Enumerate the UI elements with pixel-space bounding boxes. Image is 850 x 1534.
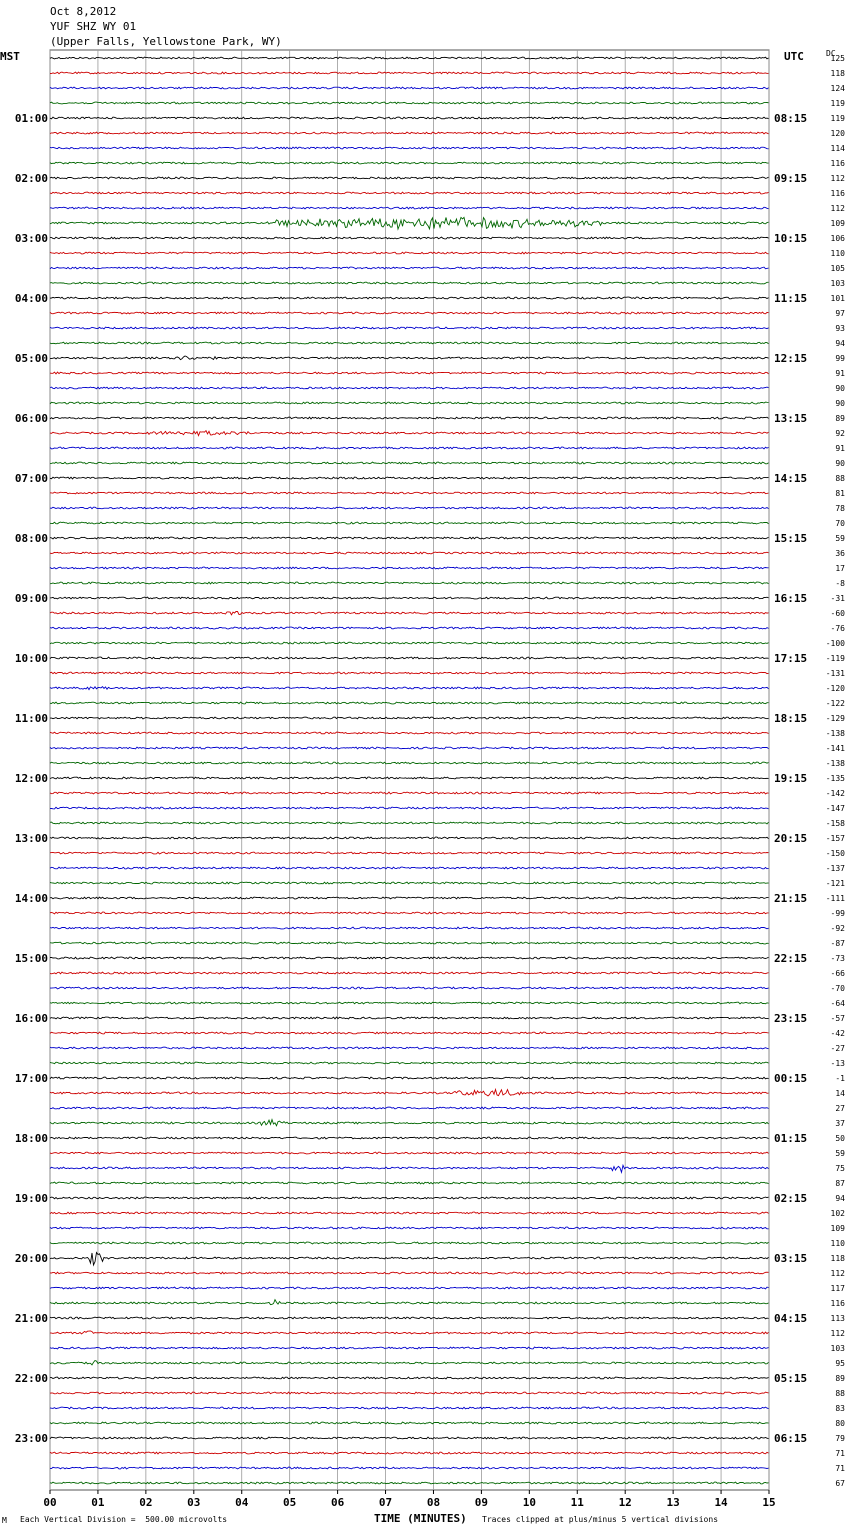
seismic-trace [50,1242,769,1244]
right-time-label: 15:15 [774,532,808,545]
seismic-trace [50,1347,769,1349]
seismic-trace [50,1482,769,1484]
dc-heading: DC [826,49,836,58]
right-time-label: 04:15 [774,1312,808,1325]
dc-offset-label: 116 [830,1299,845,1308]
seismic-trace [50,537,769,539]
x-tick-label: 07 [378,1496,393,1509]
seismic-trace [50,837,769,839]
left-time-label: 23:00 [14,1432,48,1445]
seismic-trace [50,1120,769,1126]
seismic-trace [50,1227,769,1229]
dc-offset-label: 95 [835,1359,845,1368]
right-time-label: 14:15 [774,472,808,485]
seismic-trace [50,447,769,449]
seismic-trace [50,1137,769,1139]
dc-offset-label: -70 [830,984,845,993]
x-axis-title: TIME (MINUTES) [374,1512,467,1525]
seismic-trace [50,217,769,229]
dc-offset-label: 119 [830,99,845,108]
dc-offset-label: 50 [835,1134,845,1143]
left-time-label: 03:00 [14,232,48,245]
x-tick-label: 13 [666,1496,680,1509]
seismic-trace [50,282,769,284]
dc-offset-label: -42 [830,1029,845,1038]
dc-offset-label: 103 [830,279,845,288]
left-time-label: 19:00 [14,1192,48,1205]
seismic-trace [50,1212,769,1214]
left-time-label: 17:00 [14,1072,48,1085]
dc-offset-label: -138 [825,729,845,738]
dc-offset-label: 78 [835,504,845,513]
seismic-trace [50,492,769,494]
left-time-label: 15:00 [14,952,48,965]
dc-offset-label: 97 [835,309,845,318]
left-time-label: 06:00 [14,412,48,425]
right-time-label: 09:15 [774,172,808,185]
seismic-trace [50,57,769,59]
seismic-trace [50,957,769,959]
seismic-trace [50,792,769,794]
right-time-label: 02:15 [774,1192,808,1205]
dc-offset-label: 71 [835,1449,845,1458]
dc-offset-label: -76 [830,624,845,633]
seismic-trace [50,927,769,929]
x-tick-label: 02 [139,1496,153,1509]
right-time-label: 22:15 [774,952,808,965]
left-time-label: 16:00 [14,1012,48,1025]
seismic-trace [50,1152,769,1154]
dc-offset-label: 124 [830,84,845,93]
seismic-trace [50,1361,769,1365]
station-location: (Upper Falls, Yellowstone Park, WY) [50,35,282,48]
seismic-trace [50,117,769,119]
dc-offset-label: 90 [835,459,845,468]
dc-offset-label: -158 [825,819,845,828]
seismic-trace [50,297,769,299]
seismic-trace [50,597,769,599]
right-time-label: 19:15 [774,772,808,785]
dc-offset-label: 110 [830,249,845,258]
seismic-trace [50,717,769,719]
seismic-trace [50,162,769,164]
dc-offset-label: 99 [835,354,845,363]
dc-offset-label: 91 [835,369,845,378]
x-tick-label: 14 [714,1496,728,1509]
right-time-label: 18:15 [774,712,808,725]
seismic-trace [50,882,769,884]
right-time-label: 00:15 [774,1072,808,1085]
seismic-trace [50,1317,769,1319]
dc-offset-label: 79 [835,1434,845,1443]
seismic-trace [50,552,769,554]
dc-offset-label: -138 [825,759,845,768]
dc-offset-label: 101 [830,294,845,303]
seismic-trace [50,417,769,419]
seismic-trace [50,822,769,824]
seismic-trace [50,267,769,269]
seismic-trace [50,1437,769,1439]
seismic-trace [50,1182,769,1184]
seismic-trace [50,372,769,374]
scale-note: Each Vertical Division = 500.00 microvolts [20,1515,228,1524]
seismic-trace [50,1165,769,1172]
dc-offset-label: 27 [835,1104,845,1113]
seismic-trace [50,132,769,134]
dc-offset-label: -66 [830,969,845,978]
seismic-trace [50,431,769,436]
seismic-trace [50,732,769,734]
seismic-trace [50,477,769,479]
station-code: YUF SHZ WY 01 [50,20,137,33]
seismic-trace [50,642,769,644]
dc-offset-label: -141 [825,744,845,753]
x-tick-label: 06 [330,1496,345,1509]
seismic-trace [50,567,769,569]
x-tick-label: 05 [283,1496,297,1509]
dc-offset-label: -87 [830,939,845,948]
seismic-trace [50,252,769,254]
dc-offset-label: -157 [825,834,845,843]
left-time-label: 01:00 [14,112,48,125]
left-time-label: 02:00 [14,172,48,185]
seismic-trace [50,672,769,674]
dc-offset-label: 112 [830,204,845,213]
right-time-label: 11:15 [774,292,808,305]
seismic-trace [50,462,769,464]
seismic-trace [50,1107,769,1109]
dc-offset-label: -60 [830,609,845,618]
left-time-label: 08:00 [14,532,48,545]
right-time-label: 13:15 [774,412,808,425]
right-time-label: 08:15 [774,112,808,125]
dc-offset-label: 89 [835,414,845,423]
dc-offset-label: 67 [835,1479,845,1488]
left-time-label: 21:00 [14,1312,48,1325]
seismic-trace [50,1090,769,1096]
dc-offset-label: 118 [830,69,845,78]
dc-offset-label: -122 [825,699,845,708]
seismic-trace [50,1197,769,1199]
dc-offset-label: 88 [835,474,845,483]
dc-offset-label: 59 [835,534,845,543]
dc-offset-label: 75 [835,1164,845,1173]
dc-offset-label: 87 [835,1179,845,1188]
seismic-trace [50,897,769,899]
dc-offset-label: -73 [830,954,845,963]
dc-offset-label: 90 [835,384,845,393]
dc-offset-label: 59 [835,1149,845,1158]
seismic-trace [50,912,769,914]
right-time-label: 05:15 [774,1372,808,1385]
dc-offset-label: -150 [825,849,845,858]
dc-offset-label: 83 [835,1404,845,1413]
seismic-trace [50,1047,769,1049]
dc-offset-label: -27 [830,1044,845,1053]
seismic-trace [50,1422,769,1424]
dc-offset-label: 88 [835,1389,845,1398]
seismic-trace [50,582,769,584]
seismic-trace [50,762,769,764]
seismic-trace [50,1032,769,1034]
seismic-trace [50,1002,769,1004]
right-time-label: 10:15 [774,232,808,245]
dc-offset-label: 94 [835,339,845,348]
left-time-label: 11:00 [14,712,48,725]
x-tick-label: 08 [426,1496,441,1509]
right-time-label: 20:15 [774,832,808,845]
dc-offset-label: 114 [830,144,845,153]
seismic-trace [50,1287,769,1289]
dc-offset-label: 93 [835,324,845,333]
dc-offset-label: -92 [830,924,845,933]
dc-offset-label: -137 [825,864,845,873]
seismic-trace [50,327,769,329]
seismic-trace [50,1331,769,1334]
seismic-trace [50,87,769,89]
clip-note: Traces clipped at plus/minus 5 vertical divisions [482,1515,719,1524]
x-tick-label: 15 [762,1496,776,1509]
seismic-trace [50,342,769,344]
seismic-trace [50,1377,769,1379]
seismic-trace [50,687,769,690]
seismic-trace [50,657,769,659]
dc-offset-label: 71 [835,1464,845,1473]
dc-offset-label: -111 [825,894,845,903]
seismic-trace [50,1272,769,1274]
dc-offset-label: 36 [835,549,845,558]
dc-offset-label: 94 [835,1194,845,1203]
dc-offset-label: 112 [830,1269,845,1278]
dc-offset-label: 110 [830,1239,845,1248]
dc-offset-label: 109 [830,1224,845,1233]
dc-offset-label: 14 [835,1089,845,1098]
seismic-trace [50,192,769,194]
seismic-trace [50,747,769,749]
left-time-label: 05:00 [14,352,48,365]
right-time-label: 21:15 [774,892,808,905]
seismic-trace [50,612,769,615]
right-timezone-label: UTC [784,50,804,63]
dc-offset-label: 70 [835,519,845,528]
seismic-trace [50,1017,769,1019]
seismic-trace [50,1062,769,1064]
dc-offset-label: -142 [825,789,845,798]
left-time-label: 04:00 [14,292,48,305]
dc-offset-label: -100 [825,639,845,648]
x-tick-label: 11 [570,1496,584,1509]
left-time-label: 18:00 [14,1132,48,1145]
dc-offset-label: 90 [835,399,845,408]
dc-offset-label: 112 [830,1329,845,1338]
x-tick-label: 09 [474,1496,489,1509]
seismic-trace [50,807,769,809]
dc-offset-label: -119 [825,654,845,663]
seismic-trace [50,507,769,509]
dc-offset-label: -31 [830,594,845,603]
dc-offset-label: -135 [825,774,845,783]
left-time-label: 20:00 [14,1252,48,1265]
seismic-trace [50,1407,769,1409]
dc-offset-label: 80 [835,1419,845,1428]
dc-offset-label: -64 [830,999,845,1008]
x-tick-label: 03 [187,1496,201,1509]
seismic-trace [50,237,769,239]
dc-offset-label: 118 [830,1254,845,1263]
dc-offset-label: 92 [835,429,845,438]
seismic-trace [50,1452,769,1454]
seismic-trace [50,1467,769,1469]
right-time-label: 17:15 [774,652,808,665]
left-time-label: 07:00 [14,472,48,485]
right-time-label: 23:15 [774,1012,808,1025]
seismic-trace [50,627,769,629]
left-timezone-label: MST [0,50,20,63]
dc-offset-label: 113 [830,1314,845,1323]
seismic-trace [50,102,769,104]
right-time-label: 12:15 [774,352,808,365]
dc-offset-label: -120 [825,684,845,693]
dc-offset-label: 116 [830,159,845,168]
dc-offset-label: 37 [835,1119,845,1128]
x-tick-label: 00 [43,1496,57,1509]
dc-offset-label: -131 [825,669,845,678]
corner-mark: M [2,1516,7,1525]
right-time-label: 06:15 [774,1432,808,1445]
dc-offset-label: 120 [830,129,845,138]
left-time-label: 12:00 [14,772,48,785]
dc-offset-label: -147 [825,804,845,813]
seismic-trace [50,177,769,179]
dc-offset-label: 17 [835,564,845,573]
seismic-trace [50,356,769,360]
dc-offset-label: 117 [830,1284,845,1293]
dc-offset-label: 89 [835,1374,845,1383]
dc-offset-label: -99 [830,909,845,918]
right-time-label: 03:15 [774,1252,808,1265]
dc-offset-label: 116 [830,189,845,198]
dc-offset-label: 81 [835,489,845,498]
seismic-trace [50,777,769,779]
seismic-trace [50,387,769,389]
dc-offset-label: -8 [835,579,845,588]
dc-offset-label: -121 [825,879,845,888]
seismic-trace [50,702,769,704]
seismic-trace [50,867,769,869]
left-time-label: 10:00 [14,652,48,665]
dc-offset-label: 109 [830,219,845,228]
dc-offset-label: 91 [835,444,845,453]
plot-date: Oct 8,2012 [50,5,117,18]
left-time-label: 22:00 [14,1372,48,1385]
right-time-label: 16:15 [774,592,808,605]
seismic-trace [50,1392,769,1394]
dc-offset-label: -13 [830,1059,845,1068]
x-tick-label: 01 [91,1496,105,1509]
seismic-trace [50,987,769,989]
dc-offset-label: -57 [830,1014,845,1023]
left-time-label: 09:00 [14,592,48,605]
seismic-trace [50,1077,769,1079]
seismic-trace [50,312,769,314]
x-tick-label: 10 [522,1496,536,1509]
dc-offset-label: 112 [830,174,845,183]
dc-offset-label: 125 [830,54,845,63]
seismic-trace [50,1253,769,1266]
seismic-trace [50,942,769,944]
right-time-label: 01:15 [774,1132,808,1145]
seismic-trace [50,72,769,74]
seismic-trace [50,1300,769,1305]
left-time-label: 13:00 [14,832,48,845]
seismic-trace [50,852,769,854]
dc-offset-label: 105 [830,264,845,273]
dc-offset-label: -1 [835,1074,845,1083]
seismic-trace [50,147,769,149]
dc-offset-label: 103 [830,1344,845,1353]
plot-frame [50,50,769,1490]
x-tick-label: 04 [235,1496,249,1509]
seismic-trace [50,972,769,974]
dc-offset-label: 119 [830,114,845,123]
dc-offset-label: -129 [825,714,845,723]
dc-offset-label: 102 [830,1209,845,1218]
seismic-trace [50,207,769,209]
seismic-trace [50,402,769,404]
dc-offset-label: 106 [830,234,845,243]
left-time-label: 14:00 [14,892,48,905]
seismic-trace [50,522,769,524]
x-tick-label: 12 [618,1496,632,1509]
